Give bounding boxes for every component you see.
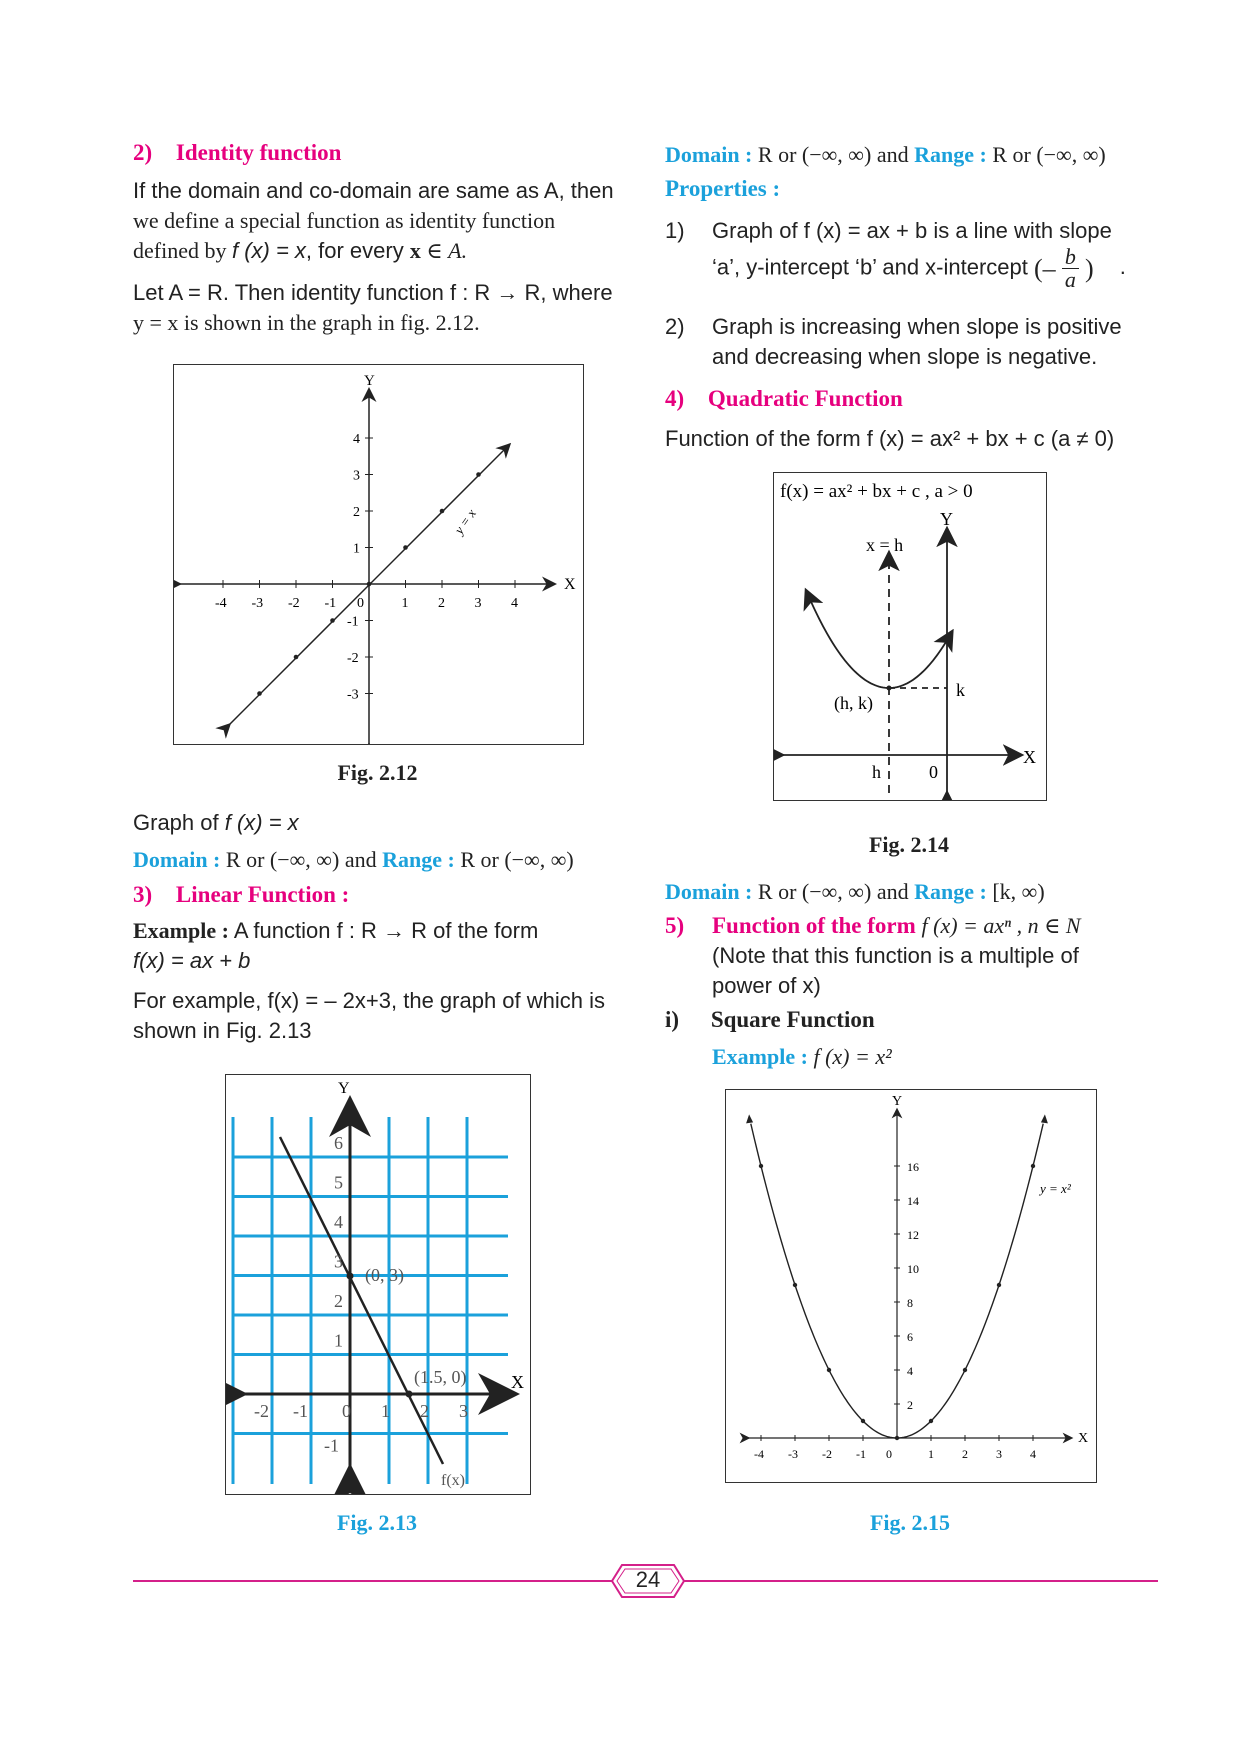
- x-tick-label: -2: [288, 596, 300, 611]
- data-point: [827, 1368, 831, 1372]
- y-tick-label: 2: [353, 505, 360, 520]
- x-axis-label: X: [1023, 747, 1036, 767]
- y-tick-label: 1: [353, 541, 360, 557]
- section-number: 2): [133, 140, 153, 165]
- data-point: [330, 618, 335, 623]
- quadratic-graph: [774, 473, 1046, 800]
- graph-of-line: Graph of f (x) = x: [133, 810, 299, 835]
- fig212-marks: [215, 432, 518, 703]
- point-0-3: [347, 1273, 354, 1280]
- parabola-left-arm: [807, 593, 889, 688]
- data-point: [440, 509, 445, 514]
- blue-grid: [232, 1117, 508, 1484]
- parabola: [889, 633, 951, 688]
- x-tick-label: -4: [754, 1447, 764, 1461]
- data-point: [476, 472, 481, 477]
- figure-caption: Fig. 2.12: [337, 760, 418, 785]
- text-line: we define a special function as identity function: [133, 208, 556, 233]
- y-axis-label: Y: [940, 509, 953, 529]
- x-tick-label: 1: [401, 596, 409, 611]
- figure-caption: Fig. 2.15: [869, 1510, 951, 1535]
- square-function-heading: i) Square Function: [665, 1007, 875, 1032]
- identity-graph: [174, 365, 583, 744]
- y-tick-label: -3: [347, 687, 359, 703]
- x-tick-label: -2: [254, 1401, 269, 1421]
- x-eq-h-label: x = h: [866, 535, 904, 555]
- y-tick-label: 4: [353, 432, 360, 447]
- x-tick-label: 0: [342, 1401, 351, 1421]
- y-tick-label: 6: [907, 1330, 913, 1344]
- x-tick-label: -3: [788, 1447, 798, 1461]
- y-tick-label: 3: [334, 1251, 343, 1272]
- curve-arrow-right: [1041, 1114, 1048, 1123]
- fraction-numerator: b: [1062, 246, 1079, 269]
- x-tick-label: 2: [438, 596, 445, 611]
- identity-paragraph-2: [133, 278, 623, 338]
- x-axis-label: X: [1078, 1431, 1089, 1446]
- point-label: (0, 3): [365, 1265, 404, 1285]
- footer-rule-left: [133, 1580, 613, 1582]
- fraction-denominator: a: [1064, 267, 1076, 292]
- graph-title: f(x) = ax² + bx + c , a > 0: [780, 481, 973, 502]
- x-tick-label: 0: [357, 596, 364, 611]
- data-point: [929, 1419, 933, 1423]
- data-point: [257, 691, 262, 696]
- figure-2-12: [173, 364, 584, 745]
- x-tick-label: -2: [822, 1447, 832, 1461]
- y-tick-label: 6: [334, 1133, 343, 1153]
- x-axis-label: X: [564, 576, 576, 593]
- page-number: 24: [635, 1567, 661, 1592]
- y-axis-label: Y: [364, 373, 375, 389]
- x-tick-label: 4: [511, 596, 518, 611]
- x-tick-label: 3: [996, 1447, 1002, 1461]
- section-4-heading: 4) Quadratic Function: [665, 386, 903, 411]
- data-point: [963, 1368, 967, 1372]
- data-point: [997, 1283, 1001, 1287]
- footer-rule-right: [683, 1580, 1158, 1582]
- vertex-label: (h, k): [834, 693, 873, 713]
- x-tick-label: -3: [251, 596, 264, 611]
- y-tick-label: 12: [907, 1228, 919, 1242]
- data-point: [294, 655, 299, 660]
- line-label: y = x: [451, 506, 479, 537]
- curve-arrow-left: [746, 1114, 753, 1123]
- x-tick-label: 2: [962, 1447, 968, 1461]
- data-point: [793, 1283, 797, 1287]
- data-point: [759, 1164, 763, 1168]
- y-tick-label: 4: [907, 1364, 913, 1378]
- figure-caption: Fig. 2.14: [868, 832, 950, 857]
- linear-example: Example : A function f : R → R of the form f(x) = ax + b: [133, 918, 539, 973]
- data-point: [1031, 1164, 1035, 1168]
- quadratic-form: Function of the form f (x) = ax² + bx + c (a ≠ 0): [665, 426, 1115, 451]
- figure-2-14: [773, 472, 1047, 801]
- x-tick-label: 0: [886, 1447, 892, 1461]
- domain-range-line: Domain : R or (−∞, ∞) and Range : R or (−∞, ∞): [133, 847, 574, 872]
- section-title: Identity function: [175, 140, 342, 165]
- origin-label: 0: [929, 762, 938, 782]
- property-2: 2) Graph is increasing when slope is positive and decreasing when slope is negative.: [665, 314, 1122, 369]
- y-tick-label: 8: [907, 1296, 913, 1310]
- linear-for-example: For example, f(x) = – 2x+3, the graph of which is shown in Fig. 2.13: [133, 988, 606, 1043]
- text-line: y = x is shown in the graph in fig. 2.12.: [133, 310, 480, 335]
- data-point: [403, 545, 408, 550]
- y-tick-label: -2: [347, 651, 359, 666]
- y-tick-label: -1: [324, 1435, 339, 1456]
- x-axis-label: X: [511, 1372, 524, 1392]
- y-tick-label: 1: [334, 1330, 343, 1351]
- text-line: defined by f (x) = x, for every x ∈ A.: [133, 238, 468, 263]
- data-point: [861, 1419, 865, 1423]
- y-tick-label: 14: [907, 1194, 919, 1208]
- figure-2-15: [725, 1089, 1097, 1483]
- y-tick-label: -1: [347, 614, 359, 630]
- x-tick-label: -1: [324, 596, 337, 611]
- x-tick-label: -1: [293, 1401, 308, 1421]
- property-1: 1) Graph of f (x) = ax + b is a line with slope ‘a’, y-intercept ‘b’ and x-intercept (– $\frac{b}{a}$ ) .: [665, 218, 1126, 292]
- linear-graph: [226, 1075, 530, 1494]
- x-tick-label: 3: [474, 596, 482, 611]
- data-point: [367, 582, 372, 587]
- y-tick-label: 10: [907, 1262, 919, 1276]
- y-tick-label: 2: [907, 1398, 913, 1412]
- vertex-point: [887, 686, 892, 691]
- y-tick-label: 16: [907, 1160, 919, 1174]
- h-label: h: [872, 762, 881, 782]
- point-label: (1.5, 0): [414, 1367, 467, 1387]
- x-tick-label: 1: [928, 1447, 934, 1461]
- y-tick-label: 3: [353, 468, 360, 484]
- properties-heading: Properties :: [665, 176, 781, 201]
- curve-label: y = x²: [1040, 1181, 1071, 1196]
- square-example: Example : f (x) = x²: [712, 1044, 892, 1069]
- x-tick-label: -1: [856, 1447, 866, 1461]
- data-point: [895, 1436, 899, 1440]
- y-tick-label: 5: [334, 1172, 343, 1193]
- figure-2-13: [225, 1074, 531, 1495]
- x-tick-label: 4: [1030, 1447, 1036, 1461]
- y-axis-label: Y: [892, 1094, 903, 1109]
- y-axis-label: Y: [338, 1080, 350, 1097]
- point-1.5-0: [406, 1391, 413, 1398]
- text-line: If the domain and co-domain are same as A, then: [133, 178, 614, 203]
- line-label: f(x): [441, 1472, 465, 1489]
- text-line: Let A = R. Then identity function f : R → R, where: [133, 280, 613, 305]
- section-3-heading: 3) Linear Function :: [133, 882, 350, 907]
- domain-range-line: Domain : R or (−∞, ∞) and Range : R or (−∞, ∞): [665, 142, 1106, 167]
- y-tick-label: 2: [334, 1291, 343, 1311]
- section-5: 5) Function of the form f (x) = axⁿ , n ∈ N (Note that this function is a multiple of power of x): [665, 913, 1081, 998]
- figure-caption: Fig. 2.13: [336, 1510, 418, 1535]
- identity-paragraph: [133, 176, 623, 266]
- y-tick-label: 4: [334, 1212, 343, 1232]
- square-graph: [726, 1090, 1096, 1482]
- x-tick-label: -4: [215, 596, 227, 611]
- k-label: k: [956, 680, 965, 700]
- x-tick-label: 3: [459, 1401, 468, 1421]
- x-tick-label: 2: [420, 1401, 429, 1421]
- domain-range-line: Domain : R or (−∞, ∞) and Range : [k, ∞): [665, 879, 1045, 904]
- section-2-heading: [133, 140, 341, 166]
- fig213-labels: [254, 1133, 468, 1456]
- x-tick-label: 1: [381, 1401, 390, 1421]
